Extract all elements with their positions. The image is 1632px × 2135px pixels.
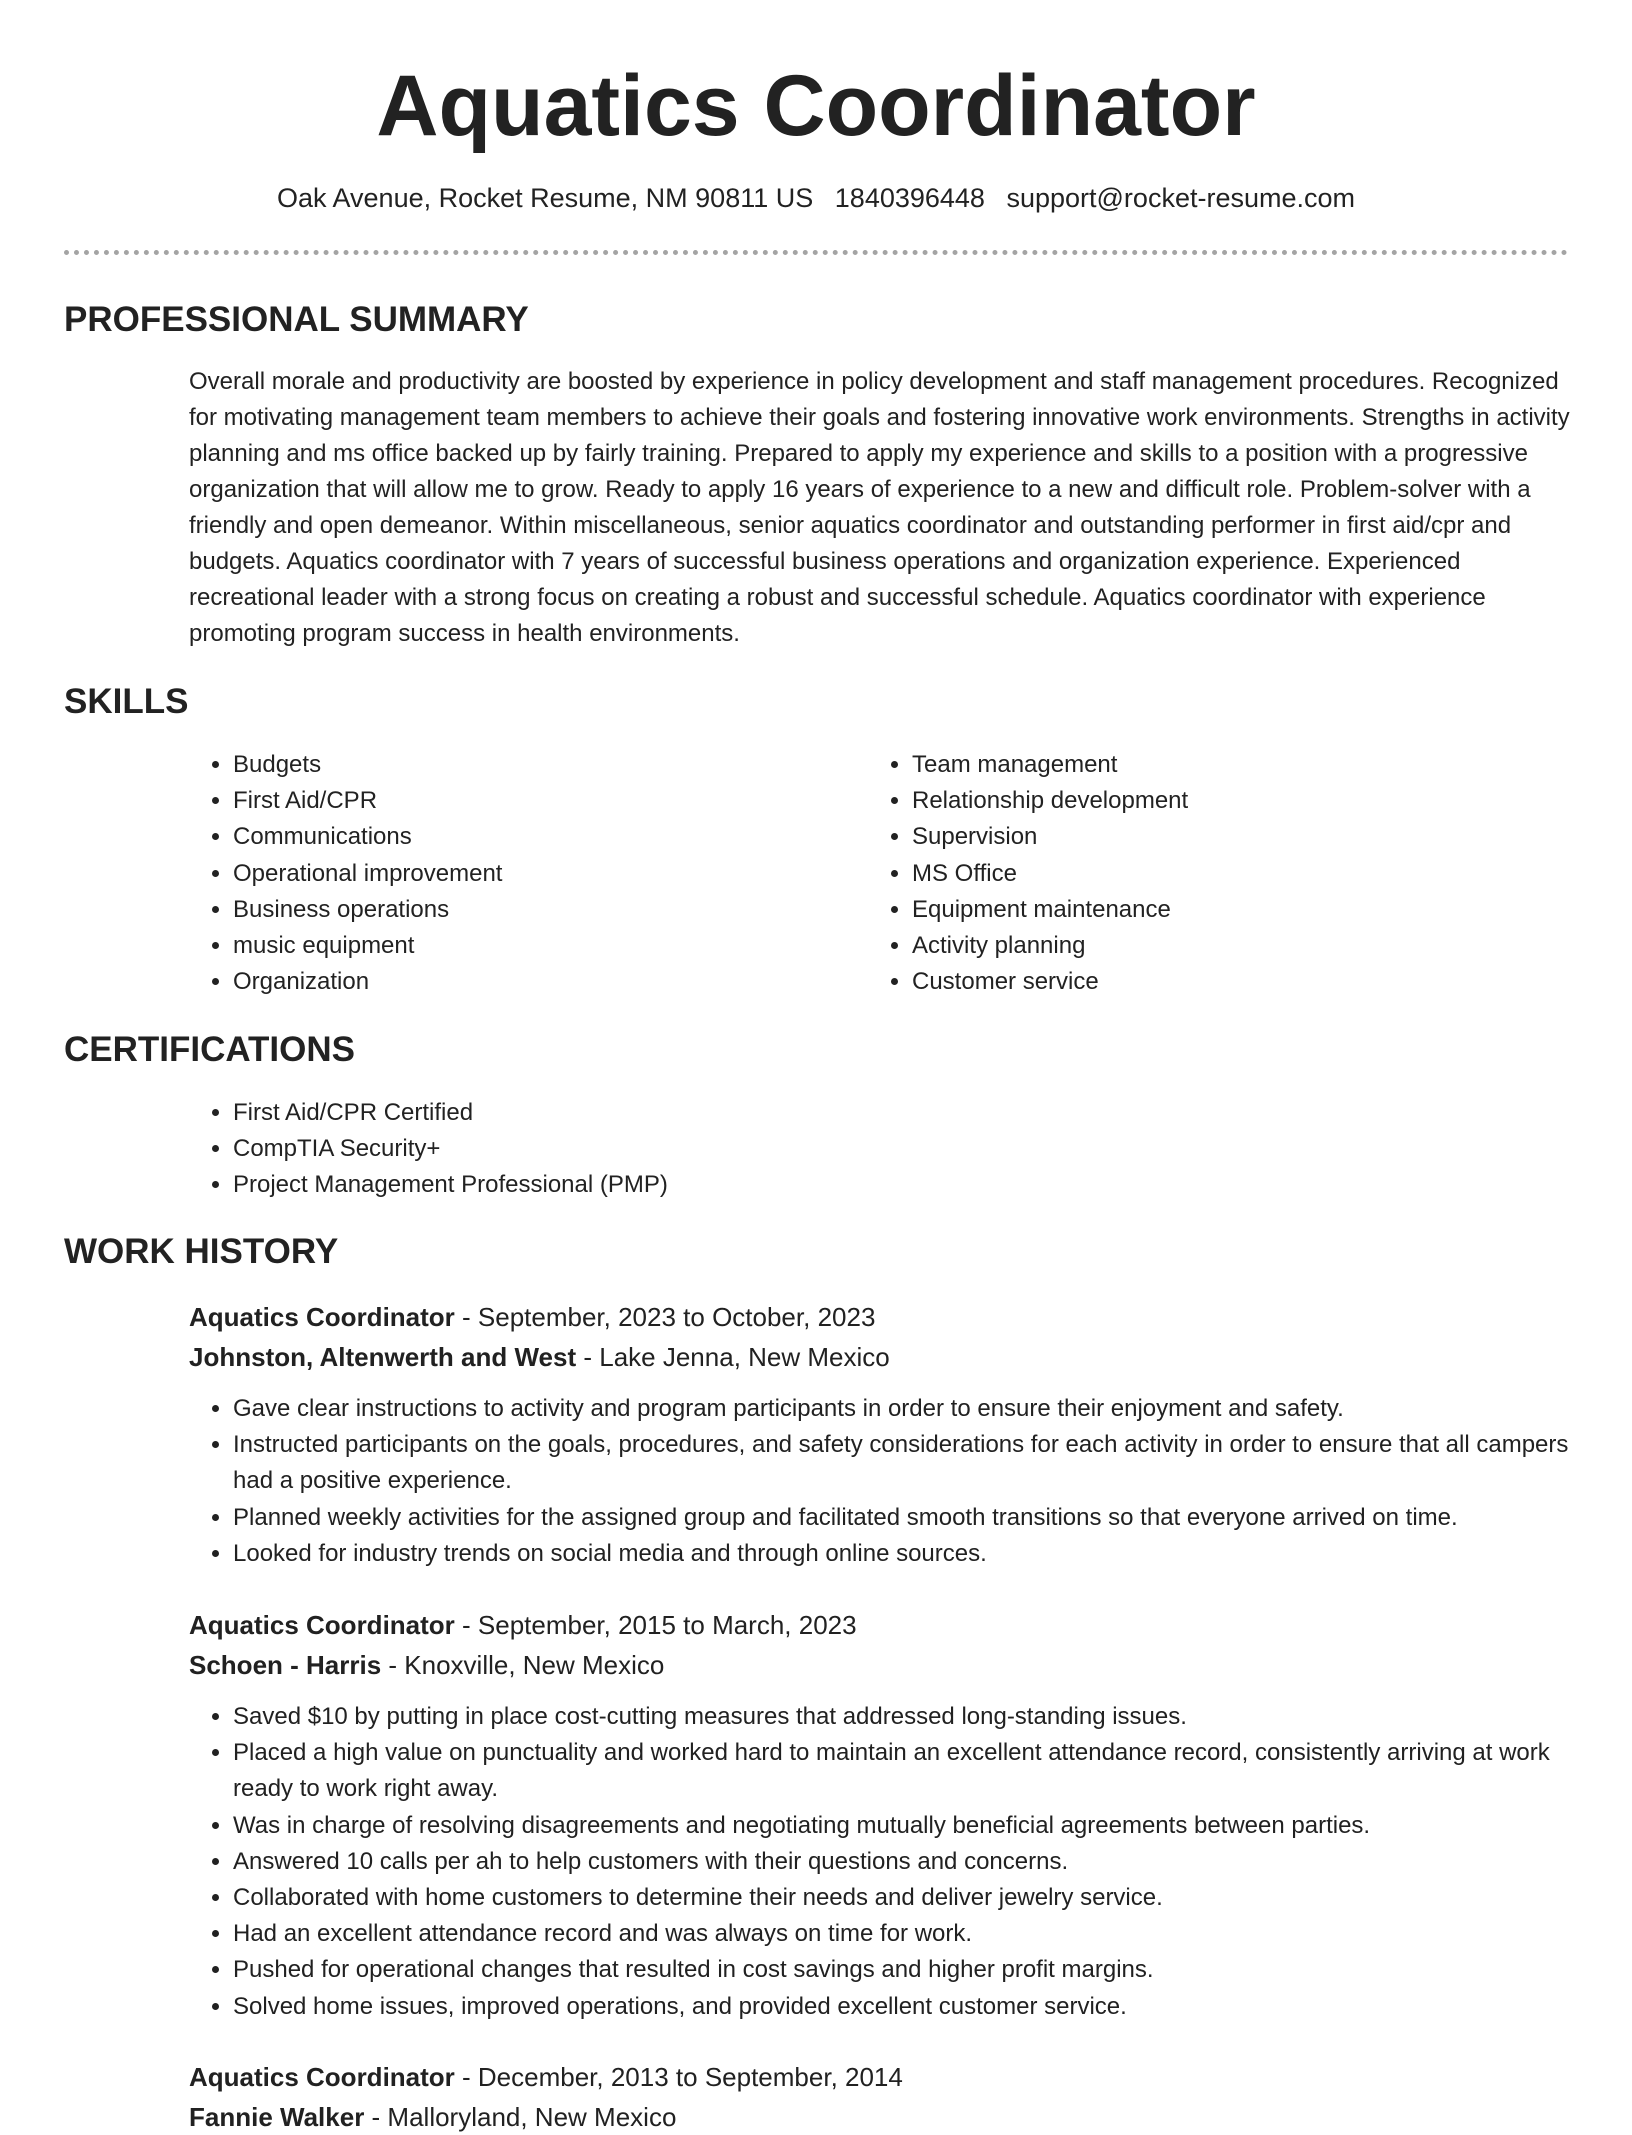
certifications-list: [189, 1095, 1533, 1204]
duty-item: • Gave clear instructions to activity and program participants in order to ensure their enjoyment and safety.: [233, 1391, 1613, 1427]
job-duties-list: [189, 1699, 1613, 2025]
job-title-line: [189, 2059, 903, 2095]
job-dates: - September, 2023 to October, 2023: [454, 1302, 876, 1332]
contact-line: [0, 180, 1632, 216]
summary-heading: PROFESSIONAL SUMMARY: [64, 300, 529, 339]
certification-item: • CompTIA Security+: [233, 1131, 1533, 1167]
duty-item: • Planned weekly activities for the assigned group and facilitated smooth transitions so that everyone arrived on time.: [233, 1500, 1613, 1536]
contact-phone: 1840396448: [834, 183, 985, 213]
skill-item: • Supervision: [912, 819, 1532, 855]
duty-item: • Solved home issues, improved operations, and provided excellent customer service.: [233, 1989, 1613, 2025]
job-title: Aquatics Coordinator: [189, 1610, 455, 1640]
duty-item: • Placed a high value on punctuality and worked hard to maintain an excellent attendance record, consistently arriving at work ready to work right away.: [233, 1735, 1613, 1807]
job-title: Aquatics Coordinator: [189, 2062, 455, 2092]
job-company: Fannie Walker: [189, 2102, 365, 2132]
skill-item: • Customer service: [912, 964, 1532, 1000]
job-location: - Malloryland, New Mexico: [364, 2102, 677, 2132]
contact-email[interactable]: support@rocket-resume.com: [1006, 183, 1355, 213]
certification-item: • Project Management Professional (PMP): [233, 1167, 1533, 1203]
job-location: - Lake Jenna, New Mexico: [576, 1342, 890, 1372]
skills-heading: SKILLS: [64, 682, 189, 721]
job-company-line: [189, 1339, 890, 1375]
duty-item: • Instructed participants on the goals, procedures, and safety considerations for each activity in order to ensure that all campers had a positive experience.: [233, 1427, 1613, 1499]
duty-item: • Was in charge of resolving disagreements and negotiating mutually beneficial agreements between parties.: [233, 1808, 1613, 1844]
skill-item: • music equipment: [233, 928, 853, 964]
job-dates: - September, 2015 to March, 2023: [454, 1610, 857, 1640]
skill-item: • Activity planning: [912, 928, 1532, 964]
certification-item: • First Aid/CPR Certified: [233, 1095, 1533, 1131]
job-title-line: [189, 1299, 875, 1335]
job-company-line: [189, 1647, 664, 1683]
certifications-heading: CERTIFICATIONS: [64, 1030, 356, 1069]
job-dates: - December, 2013 to September, 2014: [454, 2062, 903, 2092]
duty-item: • Answered 10 calls per ah to help customers with their questions and concerns.: [233, 1844, 1613, 1880]
job-company: Schoen - Harris: [189, 1650, 382, 1680]
skill-item: • First Aid/CPR: [233, 783, 853, 819]
summary-text: Overall morale and productivity are boosted by experience in policy development and staff management procedures. Recognized for motivating management team members to achieve their goals and fostering innovative work environments. Strengths in activity planning and ms office backed up by fairly training. Prepared to apply my experience and skills to a position with a progressive organization that will allow me to grow. Ready to apply 16 years of experience to a new and difficult role. Problem-solver with a friendly and open demeanor. Within miscellaneous, senior aquatics coordinator and outstanding performer in first aid/cpr and budgets. Aquatics coordinator with 7 years of successful business operations and organization experience. Experienced recreational leader with a strong focus on creating a robust and successful schedule. Aquatics coordinator with experience promoting program success in health environments.: [189, 368, 1570, 647]
resume-name: Aquatics Coordinator: [376, 58, 1256, 154]
skill-item: • MS Office: [912, 856, 1532, 892]
job-duties-list: [189, 1391, 1613, 1572]
job-title-line: [189, 1607, 857, 1643]
skills-list-right: [868, 747, 1532, 1000]
job-location: - Knoxville, New Mexico: [381, 1650, 665, 1680]
duty-item: • Saved $10 by putting in place cost-cutting measures that addressed long-standing issues.: [233, 1699, 1613, 1735]
job-title: Aquatics Coordinator: [189, 1302, 455, 1332]
skill-item: • Operational improvement: [233, 856, 853, 892]
contact-address: Oak Avenue, Rocket Resume, NM 90811 US: [276, 183, 814, 213]
job-company-line: [189, 2099, 676, 2135]
skill-item: • Equipment maintenance: [912, 892, 1532, 928]
work-history-heading: WORK HISTORY: [64, 1232, 339, 1271]
skill-item: • Relationship development: [912, 783, 1532, 819]
header-divider: [64, 250, 1568, 255]
duty-item: • Had an excellent attendance record and was always on time for work.: [233, 1916, 1613, 1952]
skill-item: • Organization: [233, 964, 853, 1000]
duty-item: • Looked for industry trends on social media and through online sources.: [233, 1536, 1613, 1572]
job-company: Johnston, Altenwerth and West: [189, 1342, 577, 1372]
skill-item: • Team management: [912, 747, 1532, 783]
duty-item: • Pushed for operational changes that resulted in cost savings and higher profit margins.: [233, 1952, 1613, 1988]
skill-item: • Communications: [233, 819, 853, 855]
skill-item: • Budgets: [233, 747, 853, 783]
skills-list-left: [189, 747, 853, 1000]
duty-item: • Collaborated with home customers to determine their needs and deliver jewelry service.: [233, 1880, 1613, 1916]
skill-item: • Business operations: [233, 892, 853, 928]
